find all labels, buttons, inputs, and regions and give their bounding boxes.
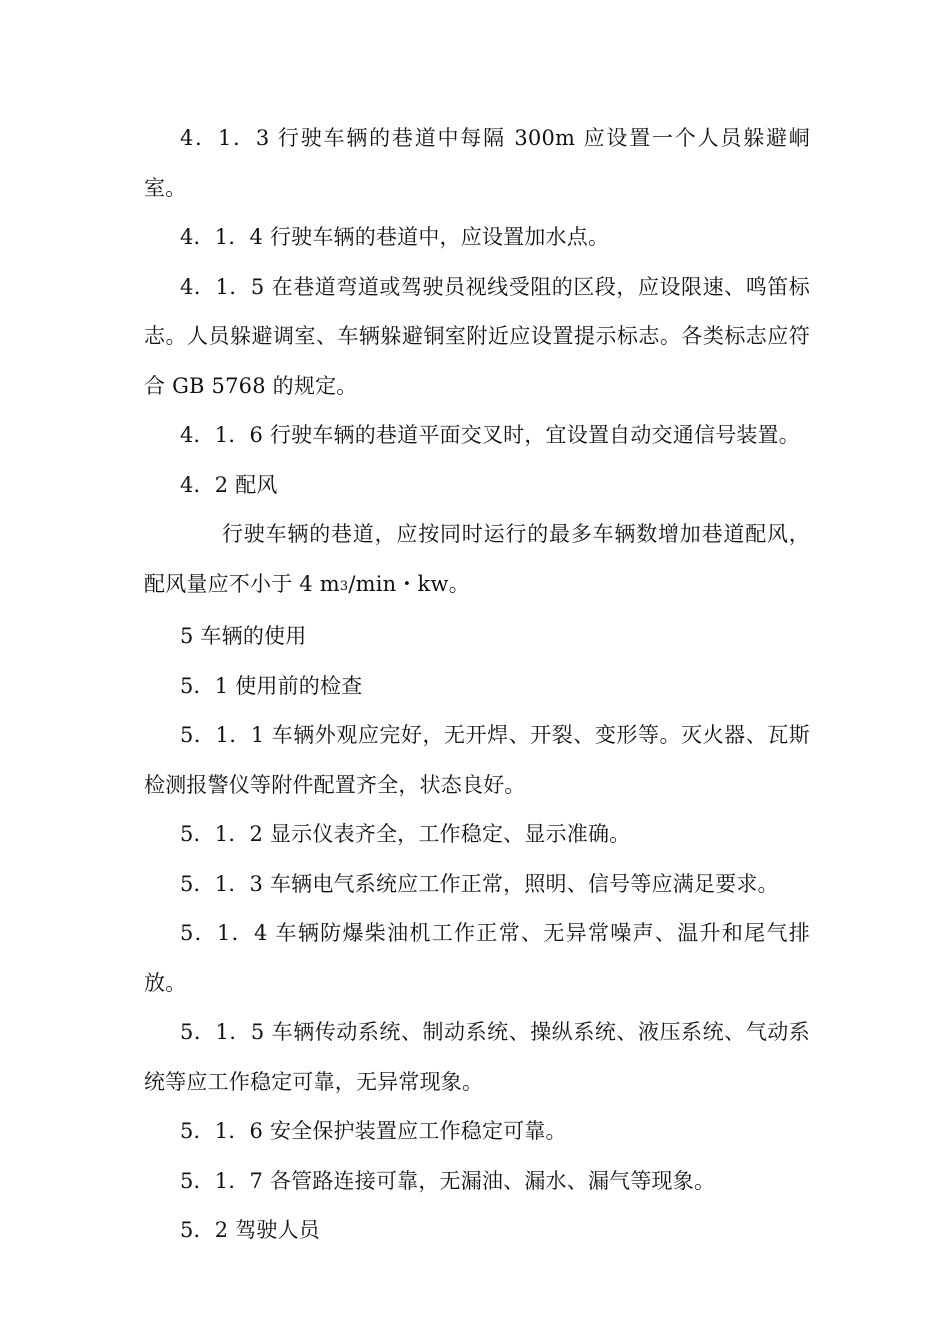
- paragraph-4-1-5: 4．1．5 在巷道弯道或驾驶员视线受阻的区段，应设限速、鸣笛标志。人员躲避调室、车辆躲避铜室附近应设置提示标志。各类标志应符合 GB 5768 的规定。: [144, 274, 810, 398]
- paragraph-5-1-1: 5．1．1 车辆外观应完好，无开焊、开裂、变形等。灭火器、瓦斯检测报警仪等附件配置齐全，状态良好。: [144, 723, 810, 797]
- cubic-superscript: 3: [339, 578, 349, 594]
- section-heading-4-2: 4．2 配风: [180, 472, 278, 497]
- ventilation-text-part-2: /min・kw。: [348, 571, 470, 596]
- section-heading-5: 5 车辆的使用: [180, 624, 307, 648]
- paragraph-5-1-4: 5．1．4 车辆防爆柴油机工作正常、无异常噪声、温升和尾气排放。: [144, 921, 810, 995]
- paragraph-5-1-5: 5．1．5 车辆传动系统、制动系统、操纵系统、液压系统、气动系统等应工作稳定可靠，无异常现象。: [144, 1020, 810, 1094]
- paragraph-5-1-7: 5．1．7 各管路连接可靠，无漏油、漏水、漏气等现象。: [180, 1168, 716, 1193]
- paragraph-ventilation-body: [144, 510, 810, 612]
- paragraph-4-1-6: 4．1．6 行驶车辆的巷道平面交叉时，宜设置自动交通信号装置。: [180, 423, 800, 447]
- section-heading-5-2: 5．2 驾驶人员: [180, 1218, 320, 1242]
- paragraph-4-1-3: 4．1．3 行驶车辆的巷道中每隔 300m 应设置一个人员躲避峒室。: [144, 126, 810, 200]
- paragraph-5-1-3: 5．1．3 车辆电气系统应工作正常，照明、信号等应满足要求。: [180, 871, 779, 896]
- ventilation-text-part-1: 行驶车辆的巷道，应按同时运行的最多车辆数增加巷道配风，配风量应不小于 4 m: [144, 522, 810, 596]
- paragraph-5-1-2: 5．1．2 显示仪表齐全，工作稳定、显示准确。: [180, 822, 631, 846]
- section-heading-5-1: 5．1 使用前的检查: [180, 673, 363, 698]
- document-body: [144, 114, 810, 1256]
- paragraph-4-1-4: 4．1．4 行驶车辆的巷道中，应设置加水点。: [180, 225, 610, 249]
- paragraph-5-1-6: 5．1．6 安全保护装置应工作稳定可靠。: [180, 1119, 567, 1143]
